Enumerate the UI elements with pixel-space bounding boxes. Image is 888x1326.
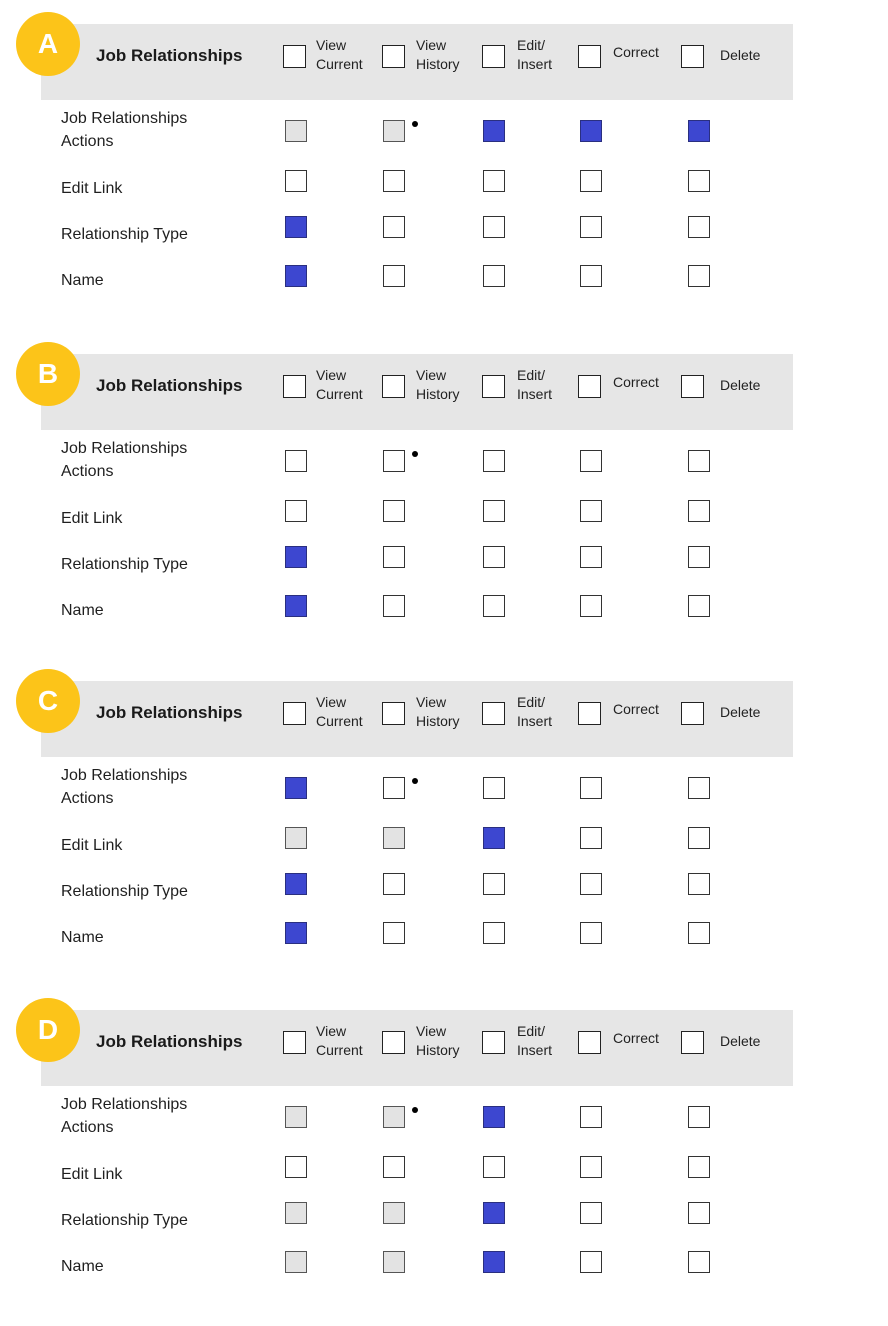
permission-checkbox-disabled <box>383 1202 405 1224</box>
column-header <box>382 36 482 76</box>
column-label: View History <box>416 694 460 729</box>
column-label: View History <box>416 367 460 402</box>
permission-checkbox-checked[interactable] <box>285 595 307 617</box>
column-header <box>283 366 383 406</box>
permission-checkbox-checked[interactable] <box>285 873 307 895</box>
permission-checkbox-unchecked[interactable] <box>483 595 505 617</box>
permission-checkbox-unchecked[interactable] <box>383 777 405 799</box>
permission-checkbox-unchecked[interactable] <box>580 1106 602 1128</box>
permission-checkbox-unchecked[interactable] <box>580 873 602 895</box>
permission-checkbox-unchecked[interactable] <box>580 170 602 192</box>
row-label: Name <box>61 929 104 946</box>
row-label: Relationship Type <box>61 883 188 900</box>
permission-checkbox-unchecked[interactable] <box>688 216 710 238</box>
permission-checkbox-unchecked[interactable] <box>688 922 710 944</box>
permission-checkbox-unchecked[interactable] <box>483 216 505 238</box>
permission-checkbox-checked[interactable] <box>580 120 602 142</box>
row-label: Job Relationships Actions <box>61 110 188 150</box>
row-label: Job Relationships Actions <box>61 767 188 807</box>
permission-checkbox-checked[interactable] <box>483 1106 505 1128</box>
column-header <box>681 366 781 406</box>
select-column-checkbox[interactable] <box>482 1031 505 1054</box>
permission-checkbox-unchecked[interactable] <box>383 546 405 568</box>
column-label: View History <box>416 1023 460 1058</box>
column-label: Delete <box>720 377 761 393</box>
permission-checkbox-disabled <box>285 1202 307 1224</box>
permission-checkbox-unchecked[interactable] <box>483 777 505 799</box>
select-column-checkbox[interactable] <box>382 1031 405 1054</box>
permission-checkbox-checked[interactable] <box>483 1202 505 1224</box>
column-label: Correct <box>613 1030 659 1046</box>
column-header <box>681 1022 781 1062</box>
column-header <box>482 693 582 733</box>
bullet-dot-icon <box>412 778 418 784</box>
permission-checkbox-unchecked[interactable] <box>688 595 710 617</box>
permission-checkbox-unchecked[interactable] <box>383 265 405 287</box>
panel-letter-badge: D <box>16 998 80 1062</box>
permission-checkbox-unchecked[interactable] <box>580 546 602 568</box>
select-column-checkbox[interactable] <box>283 375 306 398</box>
select-column-checkbox[interactable] <box>482 45 505 68</box>
select-column-checkbox[interactable] <box>283 45 306 68</box>
permission-checkbox-disabled <box>285 827 307 849</box>
permission-checkbox-unchecked[interactable] <box>383 595 405 617</box>
select-column-checkbox[interactable] <box>578 1031 601 1054</box>
column-label: Delete <box>720 704 761 720</box>
select-column-checkbox[interactable] <box>681 45 704 68</box>
permission-checkbox-unchecked[interactable] <box>580 265 602 287</box>
permission-checkbox-checked[interactable] <box>285 265 307 287</box>
permission-checkbox-unchecked[interactable] <box>483 546 505 568</box>
column-label: Delete <box>720 1033 761 1049</box>
permission-checkbox-checked[interactable] <box>483 1251 505 1273</box>
column-header <box>482 1022 582 1062</box>
row-label: Relationship Type <box>61 226 188 243</box>
permission-checkbox-disabled <box>285 1251 307 1273</box>
select-column-checkbox[interactable] <box>578 702 601 725</box>
permission-checkbox-unchecked[interactable] <box>483 873 505 895</box>
column-label: Edit/ Insert <box>517 37 553 72</box>
permission-checkbox-unchecked[interactable] <box>688 1106 710 1128</box>
permission-checkbox-disabled <box>285 1106 307 1128</box>
column-label: Edit/ Insert <box>517 1023 553 1058</box>
bullet-dot-icon <box>412 451 418 457</box>
select-column-checkbox[interactable] <box>482 702 505 725</box>
permission-checkbox-checked[interactable] <box>285 216 307 238</box>
permission-checkbox-unchecked[interactable] <box>688 873 710 895</box>
section-title: Job Relationships <box>96 1032 243 1051</box>
permission-checkbox-checked[interactable] <box>483 827 505 849</box>
permission-checkbox-unchecked[interactable] <box>688 777 710 799</box>
permission-checkbox-unchecked[interactable] <box>483 450 505 472</box>
row-label: Edit Link <box>61 180 123 197</box>
permission-checkbox-unchecked[interactable] <box>688 1156 710 1178</box>
permission-checkbox-checked[interactable] <box>285 546 307 568</box>
column-label: Edit/ Insert <box>517 694 553 729</box>
permission-checkbox-unchecked[interactable] <box>483 500 505 522</box>
permission-checkbox-unchecked[interactable] <box>383 170 405 192</box>
select-column-checkbox[interactable] <box>681 375 704 398</box>
column-label: View Current <box>316 367 363 402</box>
section-title: Job Relationships <box>96 703 243 722</box>
permission-checkbox-unchecked[interactable] <box>383 873 405 895</box>
permission-checkbox-unchecked[interactable] <box>285 1156 307 1178</box>
permission-checkbox-unchecked[interactable] <box>383 500 405 522</box>
row-label: Name <box>61 602 104 619</box>
permission-checkbox-unchecked[interactable] <box>688 827 710 849</box>
bullet-dot-icon <box>412 121 418 127</box>
permission-checkbox-unchecked[interactable] <box>580 1251 602 1273</box>
section-title: Job Relationships <box>96 376 243 395</box>
panel-letter-badge: C <box>16 669 80 733</box>
select-column-checkbox[interactable] <box>283 702 306 725</box>
column-header <box>482 36 582 76</box>
column-header <box>482 366 582 406</box>
column-header <box>681 36 781 76</box>
section-title: Job Relationships <box>96 46 243 65</box>
column-label: View History <box>416 37 460 72</box>
panel-c <box>0 657 888 957</box>
column-label: Correct <box>613 44 659 60</box>
permission-checkbox-disabled <box>285 120 307 142</box>
permission-checkbox-unchecked[interactable] <box>285 500 307 522</box>
column-header <box>283 693 383 733</box>
panel-b <box>0 330 888 630</box>
permission-checkbox-unchecked[interactable] <box>580 450 602 472</box>
permission-checkbox-unchecked[interactable] <box>285 170 307 192</box>
permission-checkbox-disabled <box>383 1106 405 1128</box>
row-label: Job Relationships Actions <box>61 440 188 480</box>
column-header <box>382 1022 482 1062</box>
permission-checkbox-unchecked[interactable] <box>580 827 602 849</box>
permission-checkbox-unchecked[interactable] <box>383 1156 405 1178</box>
row-label: Name <box>61 1258 104 1275</box>
permission-checkbox-disabled <box>383 1251 405 1273</box>
column-header <box>681 693 781 733</box>
column-label: View Current <box>316 694 363 729</box>
select-column-checkbox[interactable] <box>578 375 601 398</box>
permission-checkbox-unchecked[interactable] <box>688 1251 710 1273</box>
column-header <box>578 1022 678 1062</box>
permission-checkbox-unchecked[interactable] <box>688 170 710 192</box>
panel-a <box>0 0 888 300</box>
permission-checkbox-unchecked[interactable] <box>580 1202 602 1224</box>
permission-checkbox-unchecked[interactable] <box>483 170 505 192</box>
permission-checkbox-unchecked[interactable] <box>383 216 405 238</box>
permission-checkbox-unchecked[interactable] <box>580 216 602 238</box>
panel-letter-badge: B <box>16 342 80 406</box>
permission-checkbox-unchecked[interactable] <box>688 450 710 472</box>
column-header <box>382 366 482 406</box>
select-column-checkbox[interactable] <box>578 45 601 68</box>
column-label: Correct <box>613 374 659 390</box>
select-column-checkbox[interactable] <box>283 1031 306 1054</box>
permission-checkbox-unchecked[interactable] <box>483 922 505 944</box>
row-label: Edit Link <box>61 510 123 527</box>
column-header <box>283 1022 383 1062</box>
permission-checkbox-unchecked[interactable] <box>483 265 505 287</box>
column-label: Correct <box>613 701 659 717</box>
column-label: View Current <box>316 1023 363 1058</box>
permission-checkbox-unchecked[interactable] <box>688 546 710 568</box>
permission-checkbox-disabled <box>383 827 405 849</box>
row-label: Job Relationships Actions <box>61 1096 188 1136</box>
permission-checkbox-unchecked[interactable] <box>688 265 710 287</box>
column-label: Edit/ Insert <box>517 367 553 402</box>
permission-checkbox-unchecked[interactable] <box>580 1156 602 1178</box>
column-header <box>283 36 383 76</box>
select-column-checkbox[interactable] <box>382 45 405 68</box>
permission-checkbox-unchecked[interactable] <box>688 1202 710 1224</box>
column-header <box>578 36 678 76</box>
permission-checkbox-unchecked[interactable] <box>688 500 710 522</box>
permission-checkbox-unchecked[interactable] <box>580 500 602 522</box>
column-header <box>578 366 678 406</box>
row-label: Edit Link <box>61 837 123 854</box>
permission-checkbox-unchecked[interactable] <box>580 922 602 944</box>
permission-checkbox-unchecked[interactable] <box>383 922 405 944</box>
permission-checkbox-checked[interactable] <box>688 120 710 142</box>
row-label: Name <box>61 272 104 289</box>
permission-checkbox-unchecked[interactable] <box>383 450 405 472</box>
permission-checkbox-unchecked[interactable] <box>285 450 307 472</box>
select-column-checkbox[interactable] <box>681 1031 704 1054</box>
panel-d <box>0 986 888 1286</box>
permission-checkbox-unchecked[interactable] <box>483 1156 505 1178</box>
select-column-checkbox[interactable] <box>382 702 405 725</box>
column-label: Delete <box>720 47 761 63</box>
permission-checkbox-checked[interactable] <box>285 922 307 944</box>
column-label: View Current <box>316 37 363 72</box>
permission-checkbox-unchecked[interactable] <box>580 777 602 799</box>
select-column-checkbox[interactable] <box>482 375 505 398</box>
bullet-dot-icon <box>412 1107 418 1113</box>
permission-checkbox-checked[interactable] <box>483 120 505 142</box>
row-label: Relationship Type <box>61 1212 188 1229</box>
select-column-checkbox[interactable] <box>681 702 704 725</box>
permission-checkbox-checked[interactable] <box>285 777 307 799</box>
select-column-checkbox[interactable] <box>382 375 405 398</box>
permission-checkbox-disabled <box>383 120 405 142</box>
panel-letter-badge: A <box>16 12 80 76</box>
row-label: Edit Link <box>61 1166 123 1183</box>
permission-checkbox-unchecked[interactable] <box>580 595 602 617</box>
column-header <box>382 693 482 733</box>
column-header <box>578 693 678 733</box>
row-label: Relationship Type <box>61 556 188 573</box>
